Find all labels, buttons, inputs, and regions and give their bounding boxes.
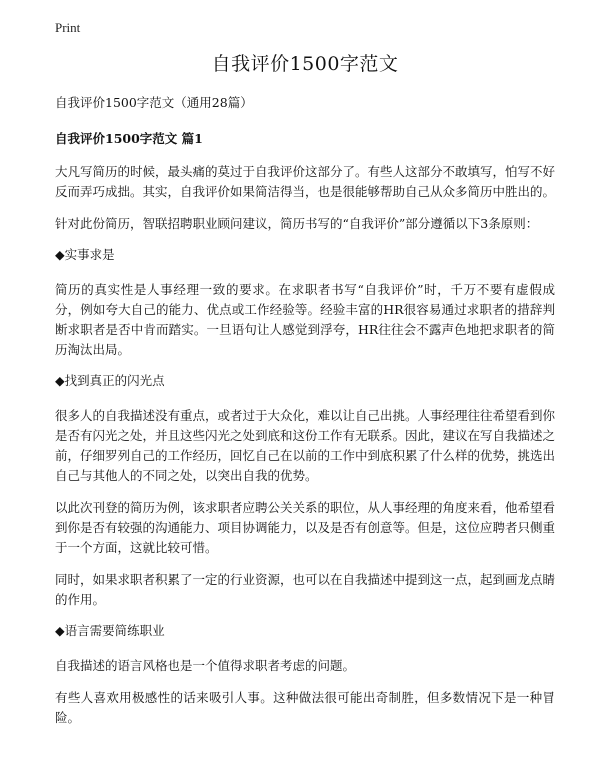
- bullet-heading: ◆实事求是: [55, 247, 115, 262]
- paragraph: 简历的真实性是人事经理一致的要求。在求职者书写“自我评价”时，千万不要有虚假成分，例如夸大自己的能力、优点或工作经验等。经验丰富的HR很容易通过求职者的措辞判断求职者是否中肯而踏实。一旦语句让人感觉到浮夸，HR往往会不露声色地把求职者的简历淘汰出局。: [55, 282, 555, 357]
- paragraph: 大凡写简历的时候，最头痛的莫过于自我评价这部分了。有些人这部分不敢填写，怕写不好反而弄巧成拙。其实，自我评价如果简洁得当，也是很能够帮助自己从众多简历中胜出的。: [55, 164, 556, 199]
- paragraph: 自我描述的语言风格也是一个值得求职者考虑的问题。: [55, 658, 356, 673]
- bullet-heading: ◆语言需要简练职业: [55, 623, 165, 638]
- bullet-heading: ◆找到真正的闪光点: [55, 373, 165, 388]
- section-heading: 自我评价1500字范文 篇1: [55, 131, 203, 146]
- document-page: [55, 48, 555, 740]
- paragraph: 以此次刊登的简历为例，该求职者应聘公关关系的职位，从人事经理的角度来看，他希望看到你是否有较强的沟通能力、项目协调能力，以及是否有创意等。但是，这位应聘者只侧重于一个方面，这就比较可惜。: [55, 500, 556, 555]
- print-link[interactable]: Print: [55, 20, 81, 35]
- document-title: 自我评价1500字范文: [211, 53, 399, 75]
- document-subtitle: 自我评价1500字范文（通用28篇）: [55, 95, 253, 110]
- paragraph: 同时，如果求职者积累了一定的行业资源，也可以在自我描述中提到这一点，起到画龙点睛的作用。: [55, 572, 556, 607]
- paragraph: 针对此份简历，智联招聘职业顾问建议，简历书写的“自我评价”部分遵循以下3条原则：: [55, 216, 539, 231]
- paragraph: 有些人喜欢用极感性的话来吸引人事。这种做法很可能出奇制胜，但多数情况下是一种冒险。: [55, 690, 555, 725]
- document-body: [55, 162, 555, 728]
- paragraph: 很多人的自我描述没有重点，或者过于大众化，难以让自己出挑。人事经理往往希望看到你是否有闪光之处，并且这些闪光之处到底和这份工作有无联系。因此，建议在写自我描述之前，仔细罗列自己的工作经历，回忆自己在以前的工作中到底积累了什么样的优势，挑选出自己与其他人的不同之处，以突出自我的优势。: [55, 408, 556, 483]
